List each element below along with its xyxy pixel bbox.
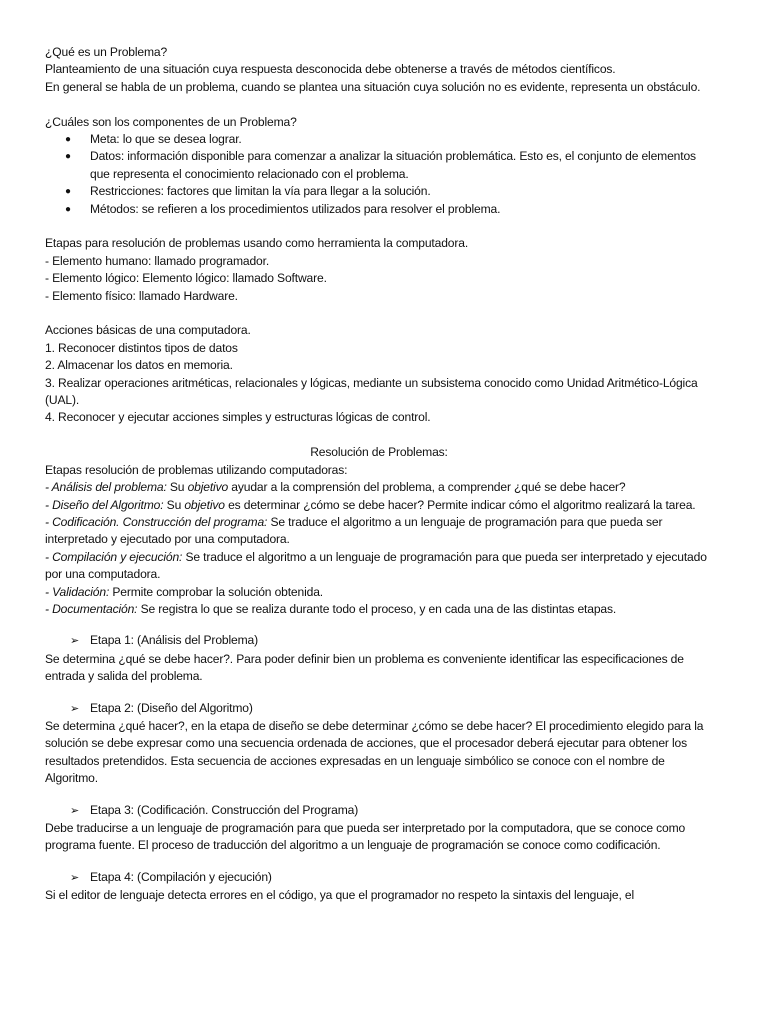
list-item: 4. Reconocer y ejecutar acciones simples y estructuras lógicas de control. xyxy=(45,410,431,425)
paragraph: Se determina ¿qué hacer?, en la etapa de diseño se debe determinar ¿cómo se debe hacer? El procedimiento elegido para la solución se debe expresar como una secuencia ordenada de acciones, que el procesador deberá ejecutar para obtener los resultados pretendidos. Esta secuencia de acciones expresadas en un lenguaje simbólico se conoce con el nombre de Algoritmo. xyxy=(45,718,704,786)
list-item: 1. Reconocer distintos tipos de datos xyxy=(45,340,238,355)
arrow-icon: ➢ xyxy=(70,635,80,648)
components-list xyxy=(45,131,713,218)
stage-heading: ➢ Etapa 4: (Compilación y ejecución) xyxy=(45,869,713,887)
arrow-icon: ➢ xyxy=(70,702,80,715)
list-item: - Compilación y ejecución: Se traduce el algoritmo a un lenguaje de programación para que pueda ser interpretado y ejecutado por una computadora. xyxy=(45,549,707,582)
list-item: ● Meta: lo que se desea lograr. xyxy=(45,131,713,148)
paragraph: Debe traducirse a un lenguaje de programación para que pueda ser interpretado por la computadora, que se conoce como programa fuente. El proceso de traducción del algoritmo a un lenguaje de programación se conoce como codificación. xyxy=(45,821,686,853)
list-item: - Codificación. Construcción del programa: Se traduce el algoritmo a un lenguaje de programación para que pueda ser interpretado y ejecutado por una computadora. xyxy=(45,514,663,547)
list-item: ● Restricciones: factores que limitan la vía para llegar a la solución. xyxy=(45,183,713,200)
bullet-icon: ● xyxy=(65,151,71,163)
stage-heading: ➢ Etapa 3: (Codificación. Construcción del Programa) xyxy=(45,802,713,820)
paragraph: Si el editor de lenguaje detecta errores en el código, ya que el programador no respeto la sintaxis del lenguaje, el xyxy=(45,888,635,903)
section-heading-acciones: Acciones básicas de una computadora. xyxy=(45,323,251,338)
list-item: 2. Almacenar los datos en memoria. xyxy=(45,358,233,373)
arrow-icon: ➢ xyxy=(70,871,80,884)
list-item: - Documentación: Se registra lo que se realiza durante todo el proceso, y en cada una de las distintas etapas. xyxy=(45,601,617,616)
section-heading-que-es: ¿Qué es un Problema? xyxy=(45,45,168,59)
arrow-icon: ➢ xyxy=(70,804,80,817)
bullet-icon: ● xyxy=(65,134,71,146)
document-page xyxy=(45,44,713,905)
paragraph: En general se habla de un problema, cuando se plantea una situación cuya solución no es evidente, representa un obstáculo. xyxy=(45,79,701,94)
list-item: - Análisis del problema: Su objetivo ayudar a la comprensión del problema, a comprender ¿qué se debe hacer? xyxy=(45,480,626,495)
list-item: - Elemento humano: llamado programador. xyxy=(45,253,270,268)
list-item: ● Métodos: se refieren a los procedimientos utilizados para resolver el problema. xyxy=(45,201,713,218)
section-subtitle-etapas: Etapas resolución de problemas utilizando computadoras: xyxy=(45,462,348,477)
section-heading-etapas-computadora: Etapas para resolución de problemas usando como herramienta la computadora. xyxy=(45,236,469,251)
stage-heading: ➢ Etapa 2: (Diseño del Algoritmo) xyxy=(45,700,713,718)
paragraph: Se determina ¿qué se debe hacer?. Para poder definir bien un problema es conveniente identificar las especificaciones de entrada y salida del problema. xyxy=(45,651,684,684)
list-item: - Diseño del Algoritmo: Su objetivo es determinar ¿cómo se debe hacer? Permite indicar cómo el algoritmo realizará la tarea. xyxy=(45,497,696,512)
section-title-resolucion: Resolución de Problemas: xyxy=(310,445,448,460)
bullet-icon: ● xyxy=(65,203,71,215)
list-item: ● Datos: información disponible para comenzar a analizar la situación problemática. Esto es, el conjunto de elementos que representa el conocimiento relacionado con el problema. xyxy=(65,149,696,181)
stage-heading: ➢ Etapa 1: (Análisis del Problema) xyxy=(45,632,713,650)
list-item: - Elemento físico: llamado Hardware. xyxy=(45,288,238,303)
list-item: - Elemento lógico: Elemento lógico: llamado Software. xyxy=(45,271,327,286)
list-item: 3. Realizar operaciones aritméticas, relacionales y lógicas, mediante un subsistema conocido como Unidad Aritmético-Lógica (UAL). xyxy=(45,375,698,408)
section-heading-componentes: ¿Cuáles son los componentes de un Problema? xyxy=(45,114,297,129)
list-item: - Validación: Permite comprobar la solución obtenida. xyxy=(45,584,323,599)
paragraph: Planteamiento de una situación cuya respuesta desconocida debe obtenerse a través de métodos científicos. xyxy=(45,62,616,77)
bullet-icon: ● xyxy=(65,186,71,198)
